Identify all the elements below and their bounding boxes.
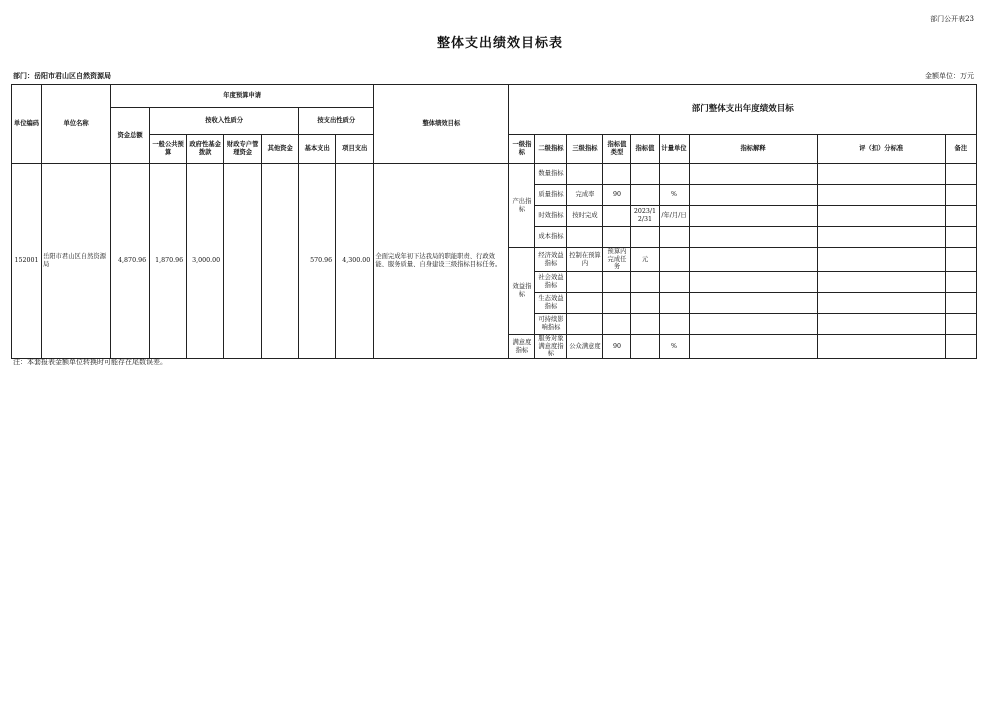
header-by-income: 按收入性质分 — [150, 108, 299, 135]
performance-target-table — [11, 84, 977, 359]
cell-explanation — [689, 314, 817, 335]
cell-value-type — [603, 227, 631, 248]
cell-total: 4,870.96 — [111, 164, 150, 359]
cell-value — [631, 272, 659, 293]
table-row — [12, 164, 977, 185]
cell-benefit-indicator: 效益指标 — [509, 248, 535, 335]
cell-level2: 经济效益指标 — [535, 248, 567, 272]
cell-level2: 生态效益指标 — [535, 293, 567, 314]
cell-value — [631, 227, 659, 248]
cell-measure-unit — [659, 272, 689, 293]
header-level3: 三级指标 — [567, 135, 603, 164]
cell-scoring — [817, 164, 945, 185]
cell-explanation — [689, 227, 817, 248]
cell-level3: 完成率 — [567, 185, 603, 206]
cell-basic-expense: 570.96 — [299, 164, 336, 359]
cell-level2: 质量指标 — [535, 185, 567, 206]
cell-level3 — [567, 164, 603, 185]
cell-unit-code: 152001 — [12, 164, 42, 359]
header-gov-fund: 政府性基金拨款 — [187, 135, 224, 164]
header-level2: 二级指标 — [535, 135, 567, 164]
cell-value: 2023/12/31 — [631, 206, 659, 227]
cell-gov-fund: 3,000.00 — [187, 164, 224, 359]
cell-explanation — [689, 248, 817, 272]
page-number-label: 部门公开表23 — [930, 15, 974, 23]
cell-satisfaction-indicator: 满意度指标 — [509, 335, 535, 359]
cell-explanation — [689, 272, 817, 293]
cell-value — [631, 293, 659, 314]
cell-level3: 按时完成 — [567, 206, 603, 227]
footnote: 注：本套报表金额单位转换时可能存在尾数误差。 — [13, 358, 167, 366]
cell-value-type: 预算内完成任务 — [603, 248, 631, 272]
cell-explanation — [689, 164, 817, 185]
cell-level2: 成本指标 — [535, 227, 567, 248]
cell-remarks — [945, 335, 976, 359]
cell-value-type — [603, 206, 631, 227]
amount-unit-label: 金额单位：万元 — [925, 72, 974, 80]
cell-scoring — [817, 335, 945, 359]
cell-measure-unit — [659, 227, 689, 248]
cell-output-indicator: 产出指标 — [509, 164, 535, 248]
cell-level3 — [567, 314, 603, 335]
cell-measure-unit: % — [659, 185, 689, 206]
cell-measure-unit: /年/月/日 — [659, 206, 689, 227]
cell-general-budget: 1,870.96 — [150, 164, 187, 359]
cell-measure-unit — [659, 248, 689, 272]
cell-level3: 公众满意度 — [567, 335, 603, 359]
cell-level3 — [567, 272, 603, 293]
cell-remarks — [945, 206, 976, 227]
cell-explanation — [689, 185, 817, 206]
cell-explanation — [689, 206, 817, 227]
cell-measure-unit — [659, 314, 689, 335]
page-title: 整体支出绩效目标表 — [436, 36, 563, 51]
header-remarks: 备注 — [945, 135, 976, 164]
header-measure-unit: 计量单位 — [659, 135, 689, 164]
header-unit-code: 单位编码 — [12, 85, 42, 164]
header-other-funds: 其他资金 — [262, 135, 299, 164]
header-project-expense: 项目支出 — [336, 135, 374, 164]
cell-scoring — [817, 185, 945, 206]
cell-remarks — [945, 248, 976, 272]
cell-value-type — [603, 293, 631, 314]
cell-scoring — [817, 248, 945, 272]
cell-unit-name: 岳阳市君山区自然资源局 — [42, 164, 111, 359]
header-by-expense: 按支出性质分 — [299, 108, 374, 135]
cell-explanation — [689, 293, 817, 314]
cell-value — [631, 185, 659, 206]
cell-level2: 社会效益指标 — [535, 272, 567, 293]
cell-remarks — [945, 314, 976, 335]
cell-project-expense: 4,300.00 — [336, 164, 374, 359]
header-value-type: 指标值类型 — [603, 135, 631, 164]
header-level1: 一级指标 — [509, 135, 535, 164]
cell-remarks — [945, 272, 976, 293]
cell-level3: 控制在预算内 — [567, 248, 603, 272]
cell-value-type: 90 — [603, 335, 631, 359]
cell-measure-unit — [659, 164, 689, 185]
header-general-budget: 一般公共预算 — [150, 135, 187, 164]
header-unit-name: 单位名称 — [42, 85, 111, 164]
cell-value — [631, 314, 659, 335]
cell-explanation — [689, 335, 817, 359]
department-label: 部门：岳阳市君山区自然资源局 — [13, 71, 111, 80]
header-special-fund: 财政专户管理资金 — [224, 135, 262, 164]
cell-value — [631, 335, 659, 359]
header-value: 指标值 — [631, 135, 659, 164]
cell-scoring — [817, 293, 945, 314]
cell-value-type — [603, 314, 631, 335]
cell-level2: 数量指标 — [535, 164, 567, 185]
header-total-funds: 资金总额 — [111, 108, 150, 164]
cell-value — [631, 164, 659, 185]
cell-remarks — [945, 164, 976, 185]
cell-remarks — [945, 185, 976, 206]
header-dept-goal: 部门整体支出年度绩效目标 — [509, 85, 977, 135]
header-basic-expense: 基本支出 — [299, 135, 336, 164]
cell-measure-unit — [659, 293, 689, 314]
cell-level3 — [567, 293, 603, 314]
cell-level2: 可持续影响指标 — [535, 314, 567, 335]
cell-remarks — [945, 227, 976, 248]
cell-remarks — [945, 293, 976, 314]
header-overall-goal: 整体绩效目标 — [374, 85, 509, 164]
cell-scoring — [817, 206, 945, 227]
cell-other-funds — [262, 164, 299, 359]
cell-level3 — [567, 227, 603, 248]
cell-scoring — [817, 227, 945, 248]
cell-level2: 时效指标 — [535, 206, 567, 227]
cell-special-fund — [224, 164, 262, 359]
cell-overall-goal: 全面完成年初下达我局的职能职责、行政效能、服务质量、自身建设三级指标目标任务。 — [374, 164, 509, 359]
cell-scoring — [817, 272, 945, 293]
cell-value-type — [603, 164, 631, 185]
header-scoring: 评（扣）分标准 — [817, 135, 945, 164]
cell-value-type: 90 — [603, 185, 631, 206]
cell-level2: 服务对象满意度指标 — [535, 335, 567, 359]
cell-value-type — [603, 272, 631, 293]
cell-scoring — [817, 314, 945, 335]
header-annual-budget: 年度预算申请 — [111, 85, 374, 108]
header-explanation: 指标解释 — [689, 135, 817, 164]
cell-value: 元 — [631, 248, 659, 272]
cell-measure-unit: % — [659, 335, 689, 359]
